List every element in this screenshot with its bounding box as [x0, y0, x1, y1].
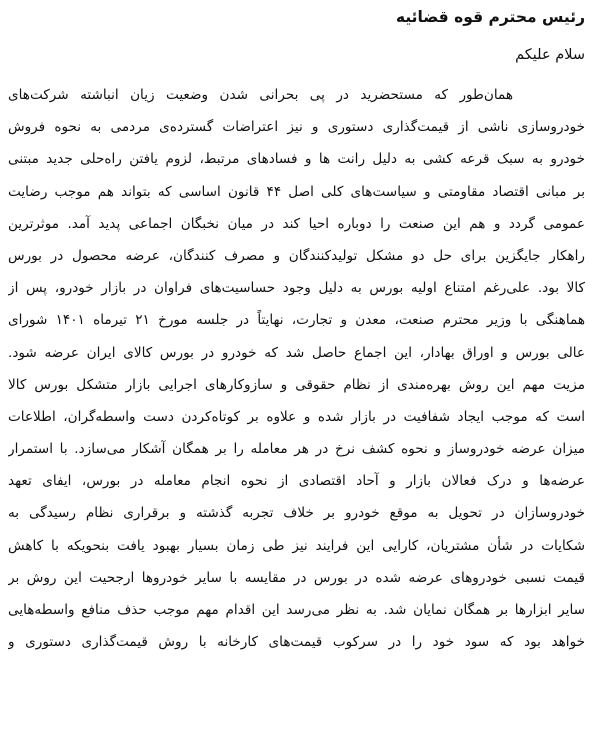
body-line: خودروسازی ناشی از قیمت‌گذاری دستوری و نیز اعتراضات گسترده‌ی مردمی به نحوه فروش — [8, 119, 585, 136]
letter-heading: رئیس محترم قوه قضائیه — [395, 8, 585, 26]
body-line: سایر ابزارها بر همگان نمایان شد. به نظر می‌رسد این اقدام مهم موجب حذف منافع واسطه‌هایی — [8, 602, 585, 618]
body-line: میزان عرضه خودروساز و نحوه کشف نرخ در هر معامله را بر همگان آشکار می‌سازد. با استمرار — [8, 441, 585, 458]
letter-salutation: سلام علیکم — [515, 47, 585, 63]
body-line: خودروسازان در تحویل به موقع خودرو بر خلاف تجربه گذشته و برقراری نظام رسیدگی به — [8, 505, 585, 522]
body-line: هماهنگی با وزیر محترم صنعت، معدن و تجارت، نهایتاً در جلسه مورخ ۲۱ تیرماه ۱۴۰۱ شورای — [8, 312, 585, 329]
body-line: راهکار جایگزین برای حل دو مشکل تولیدکنندگان و مصرف کنندگان، عرضه محصول در بورس — [8, 247, 585, 264]
body-line: کالا بود. علی‌رغم امتناع اولیه بورس به دلیل وجود حساسیت‌های فراوان در بازار خودرو، پس از — [8, 280, 585, 297]
letter-body — [8, 82, 585, 661]
body-line: بر مبانی اقتصاد مقاومتی و سیاست‌های کلی اصل ۴۴ قانون اساسی که بتواند هم موجب رضایت — [8, 183, 585, 200]
body-line: خواهد بود که سود خود را در سرکوب قیمت‌های کارخانه با روش قیمت‌گذاری دستوری و — [8, 634, 585, 651]
body-line: همان‌طور که مستحضرید در پی بحرانی شدن وضعیت زیان انباشته شرکت‌های — [8, 87, 513, 103]
body-line: عمومی گردد و هم این صنعت را دوباره احیا کند در میان نخبگان اجماعی پدید آمد. موثرترین — [8, 215, 585, 232]
body-line: قیمت نسبی خودروهای عرضه شده در بورس در مقایسه با سایر خودروها ارجحیت این روش بر — [8, 569, 585, 586]
body-line: مزیت مهم این روش بهره‌مندی از نظام حقوقی و سازوکارهای اجرایی بازار متشکل بورس کالا — [8, 376, 585, 393]
body-line: است که موجب ایجاد شفافیت در بازار شده و علاوه بر کوتاه‌کردن دست واسطه‌گران، اطلاعات — [8, 408, 585, 425]
body-line: عرضه‌ها و درک فعالان بازار و آحاد اقتصادی از نحوه انجام معامله در بورس، ایفای تعهد — [8, 473, 585, 490]
body-line: عالی بورس و اوراق بهادار، این اجماع حاصل شد که خودرو در بورس کالای ایران عرضه شود. — [8, 344, 585, 361]
body-line: شکایات در شأن مشتریان، کارایی این فرایند نیز طی زمان بسیار بهبود یافت بنحویکه با کاهش — [8, 537, 585, 554]
body-line: خودرو به سبک قرعه کشی به دلیل رانت ها و فسادهای مرتبط، لزوم یافتن راه‌حلی جدید مبتنی — [8, 151, 585, 168]
